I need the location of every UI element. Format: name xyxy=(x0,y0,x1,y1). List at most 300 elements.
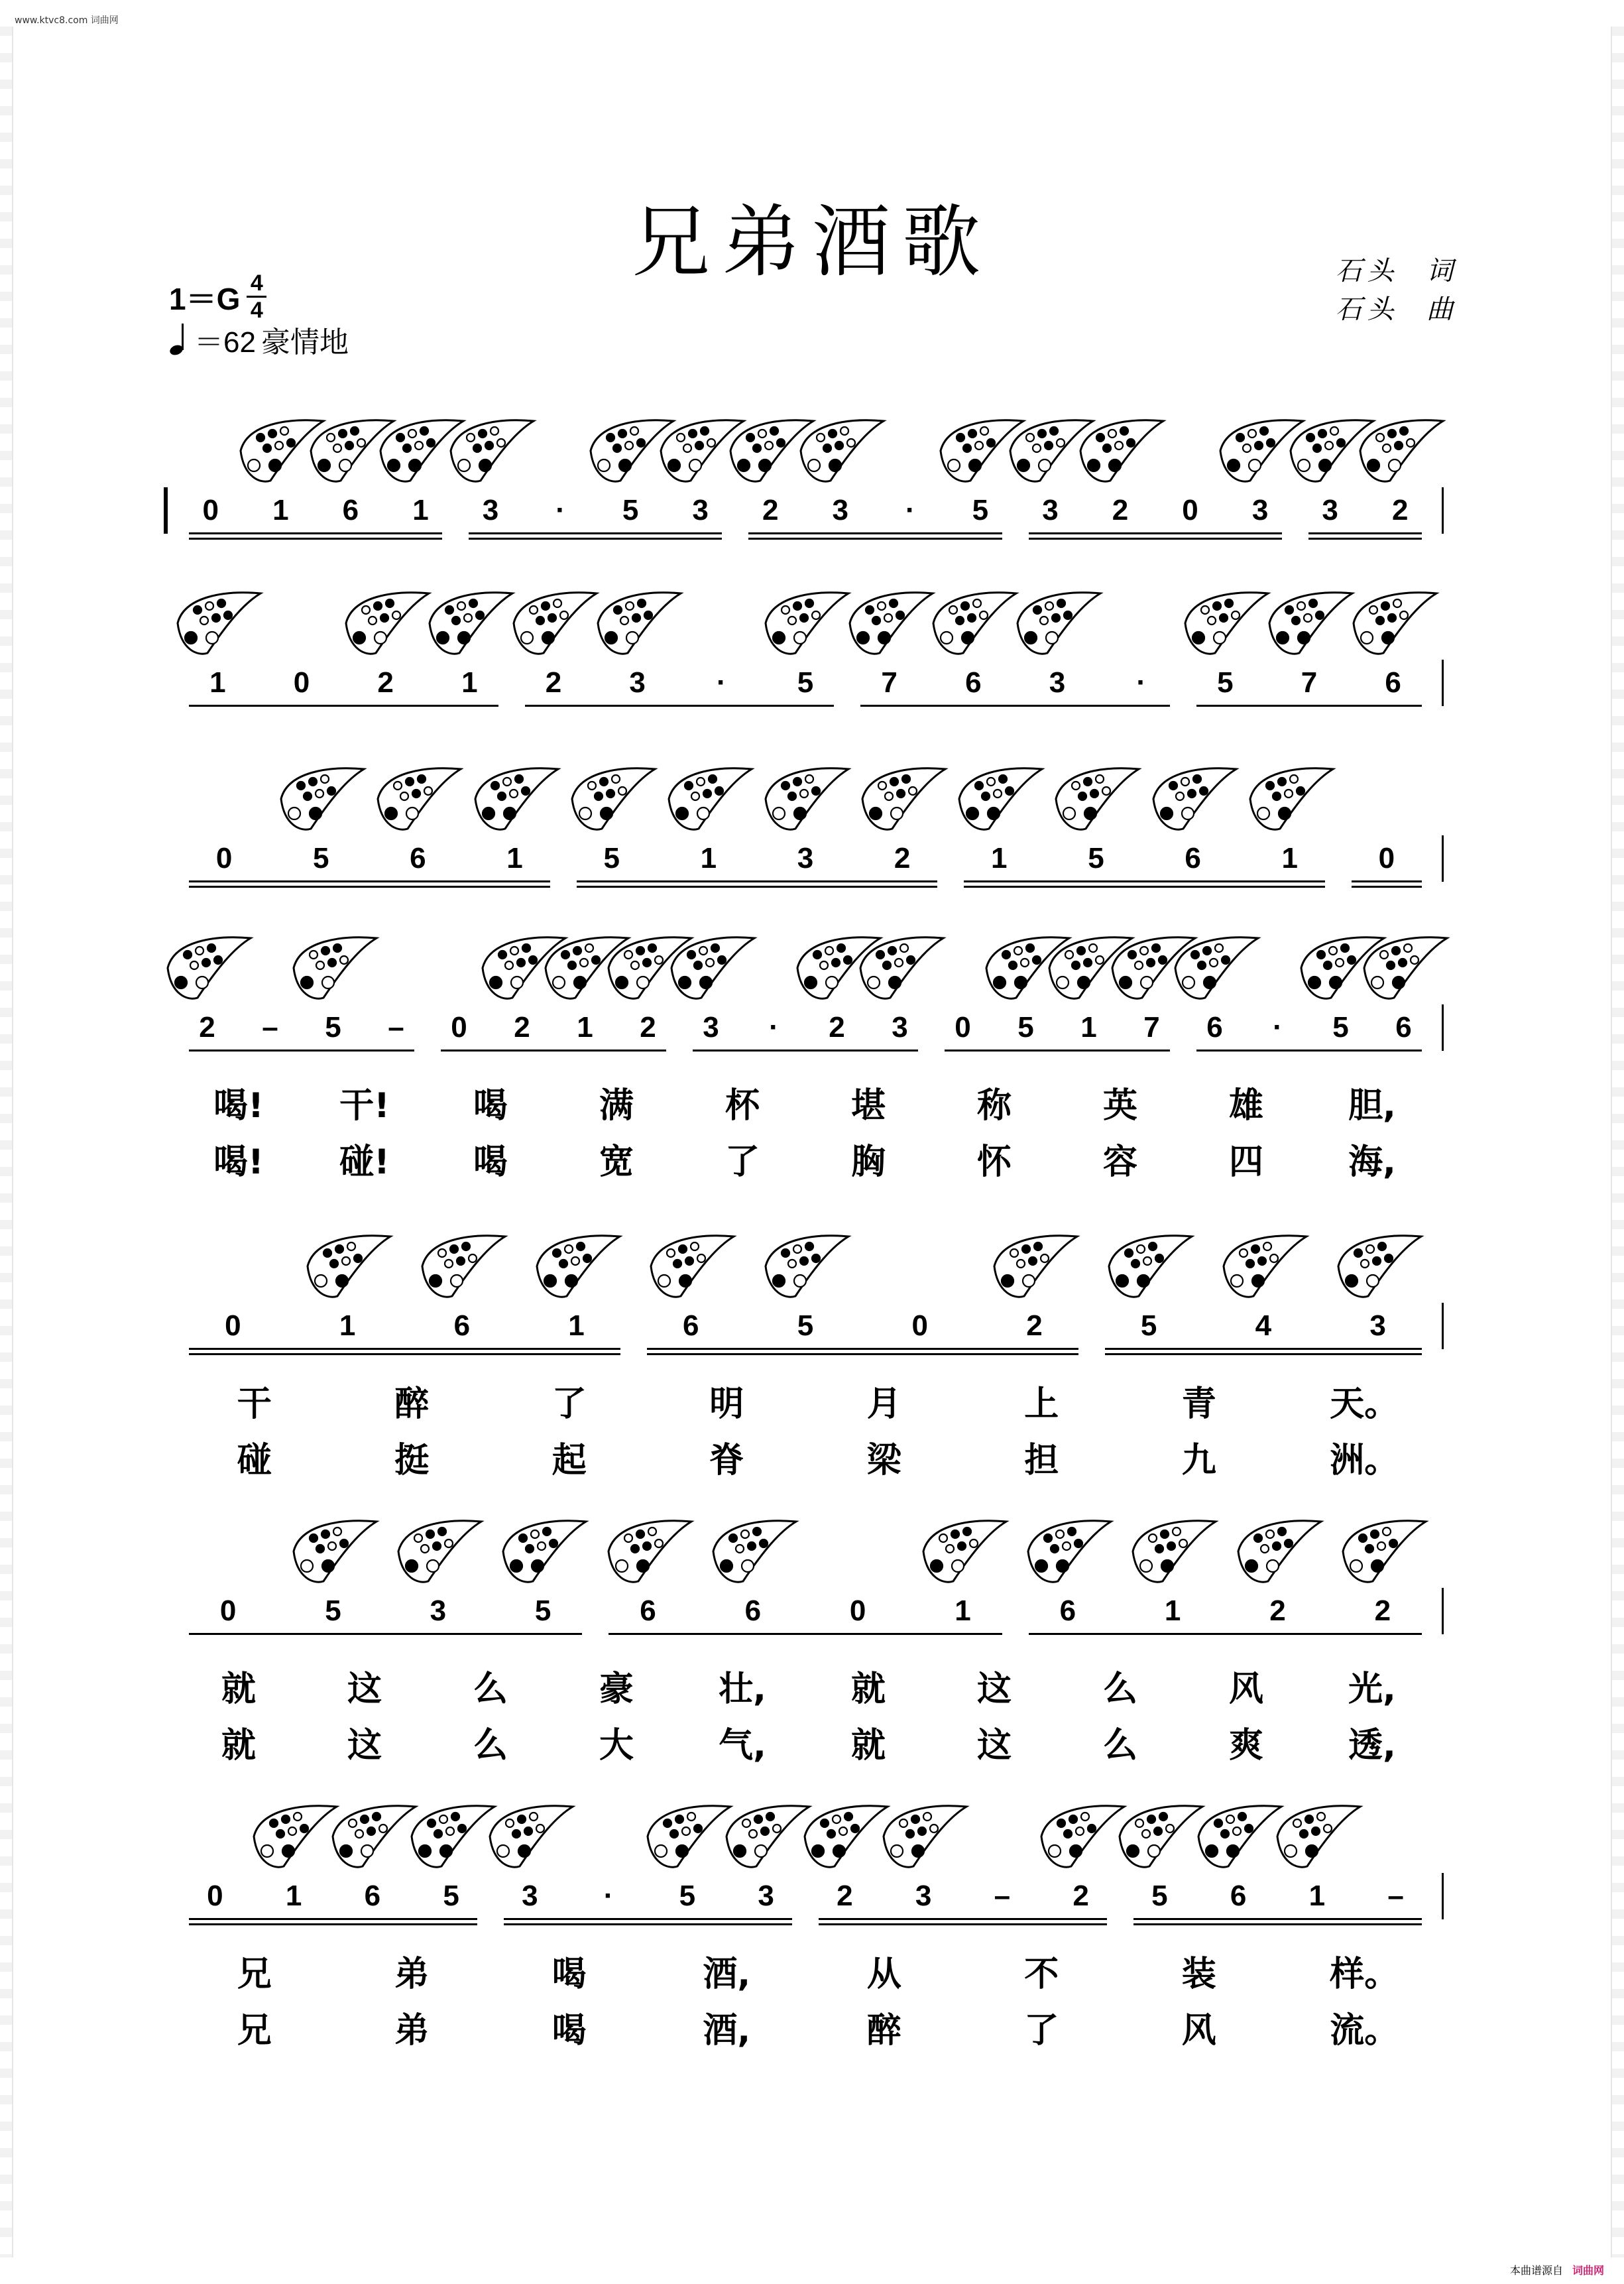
note-beam xyxy=(469,538,722,540)
ocarina-fingering-icon xyxy=(392,1512,485,1591)
note-beam xyxy=(189,1918,477,1920)
lyric-word: 月 xyxy=(866,1384,901,1424)
jianpu-note: 1 xyxy=(568,1309,585,1342)
jianpu-note: · xyxy=(1136,666,1146,699)
jianpu-note: 5 xyxy=(972,494,989,526)
ocarina-fingering-icon xyxy=(1169,928,1261,1008)
jianpu-note: 2 xyxy=(894,842,911,874)
lyric-word: 不 xyxy=(1024,1954,1059,1994)
ocarina-fingering-row xyxy=(169,928,1458,1021)
ocarina-fingering-icon xyxy=(565,759,658,839)
right-watermark-strip xyxy=(1611,27,1624,2257)
lyric-word: 天。 xyxy=(1330,1384,1399,1424)
ocarina-fingering-icon xyxy=(1358,928,1450,1008)
note-beam xyxy=(441,1050,666,1052)
ocarina-fingering-icon xyxy=(1217,1227,1310,1306)
jianpu-note: 5 xyxy=(325,1011,341,1044)
jianpu-note: · xyxy=(769,1011,779,1044)
jianpu-note: 5 xyxy=(1140,1309,1157,1342)
lyric-word: 就 xyxy=(221,1726,256,1766)
lyric-word: 从 xyxy=(866,1954,901,1994)
bar-line xyxy=(1442,1004,1444,1051)
lyric-word: 海, xyxy=(1348,1142,1396,1182)
ocarina-fingering-icon xyxy=(1354,411,1446,491)
jianpu-note: 1 xyxy=(506,842,523,874)
lyric-word: 担 xyxy=(1024,1441,1059,1480)
note-beam xyxy=(504,1918,792,1920)
jianpu-note: 0 xyxy=(1182,494,1198,526)
ocarina-fingering-icon xyxy=(1126,1512,1219,1591)
jianpu-note: 1 xyxy=(577,1011,593,1044)
lyric-word: 透, xyxy=(1348,1726,1396,1766)
jianpu-note: 5 xyxy=(797,666,814,699)
jianpu-note: 3 xyxy=(1251,494,1269,526)
note-beam xyxy=(1105,1348,1422,1350)
ocarina-fingering-icon xyxy=(602,1512,695,1591)
ocarina-fingering-icon xyxy=(759,1227,852,1306)
jianpu-note: 4 xyxy=(1255,1309,1272,1342)
lyric-word: 兄 xyxy=(237,2011,272,2051)
note-beam xyxy=(1029,1633,1422,1635)
ocarina-fingering-icon xyxy=(988,1227,1080,1306)
jianpu-note: 3 xyxy=(522,1880,538,1912)
lyric-word: 称 xyxy=(976,1086,1012,1126)
jianpu-note: 2 xyxy=(837,1880,853,1912)
left-watermark-strip xyxy=(0,27,13,2257)
bar-line xyxy=(1442,1873,1444,1919)
jianpu-note: 1 xyxy=(272,494,289,526)
lyric-word: 这 xyxy=(347,1669,382,1709)
ocarina-fingering-icon xyxy=(1332,1227,1424,1306)
ocarina-fingering-icon xyxy=(530,1227,623,1306)
lyric-word: 弟 xyxy=(394,1954,430,1994)
bar-line xyxy=(1442,835,1444,882)
ocarina-fingering-icon xyxy=(1074,411,1167,491)
jianpu-note: · xyxy=(603,1880,614,1912)
note-beam xyxy=(189,1050,414,1052)
note-beam xyxy=(189,1923,477,1925)
jianpu-note: 2 xyxy=(1026,1309,1043,1342)
note-beam xyxy=(748,532,1002,534)
ocarina-fingering-icon xyxy=(759,583,852,663)
jianpu-note: 3 xyxy=(1049,666,1066,699)
jianpu-note: 1 xyxy=(285,1880,302,1912)
jianpu-note: 2 xyxy=(762,494,779,526)
lyric-word: 干! xyxy=(339,1086,390,1126)
jianpu-note: 6 xyxy=(1185,842,1201,874)
lyric-word: 喝 xyxy=(473,1086,508,1126)
jianpu-note: 1 xyxy=(700,842,717,874)
ocarina-fingering-icon xyxy=(287,928,380,1008)
lyric-word: 雄 xyxy=(1228,1086,1263,1126)
jianpu-note: 0 xyxy=(955,1011,971,1044)
lyric-word: 就 xyxy=(850,1726,886,1766)
note-beam xyxy=(189,532,442,534)
note-beam xyxy=(189,880,550,882)
jianpu-note: 3 xyxy=(692,494,709,526)
jianpu-note: 2 xyxy=(1374,1594,1391,1627)
jianpu-note: 1 xyxy=(1080,1011,1097,1044)
lyric-word: 了 xyxy=(551,1384,587,1424)
jianpu-note: 6 xyxy=(683,1309,699,1342)
jianpu-note: 3 xyxy=(1322,494,1338,526)
lyric-word: 醉 xyxy=(866,2011,901,2051)
lyricist-credit: 石头 词 xyxy=(1335,256,1458,286)
ocarina-fingering-icon xyxy=(843,583,936,663)
jianpu-note: 3 xyxy=(482,494,499,526)
footer xyxy=(1510,2262,1604,2277)
jianpu-note: 5 xyxy=(1217,666,1234,699)
lyric-word: 起 xyxy=(551,1441,587,1480)
jianpu-note: 7 xyxy=(881,666,898,699)
note-beam xyxy=(1029,532,1282,534)
quarter-note-icon xyxy=(169,322,189,357)
note-beam xyxy=(189,1348,620,1350)
jianpu-note: 0 xyxy=(293,666,310,699)
lyric-word: 这 xyxy=(347,1726,382,1766)
ocarina-fingering-icon xyxy=(1021,1512,1114,1591)
ocarina-fingering-icon xyxy=(662,759,755,839)
lyric-word: 喝 xyxy=(473,1142,508,1182)
note-beam xyxy=(693,1050,918,1052)
ocarina-fingering-icon xyxy=(1049,759,1142,839)
jianpu-note: 6 xyxy=(965,666,982,699)
lyric-word: 么 xyxy=(473,1726,508,1766)
ocarina-fingering-icon xyxy=(917,1512,1010,1591)
ocarina-fingering-icon xyxy=(707,1512,799,1591)
note-beam xyxy=(609,1633,1002,1635)
lyric-word: 风 xyxy=(1181,2011,1216,2051)
note-beam xyxy=(748,538,1002,540)
note-beam xyxy=(1133,1923,1422,1925)
jianpu-note: 2 xyxy=(829,1011,845,1044)
lyric-word: 胸 xyxy=(850,1142,886,1182)
jianpu-note: 0 xyxy=(849,1594,866,1627)
jianpu-notes-row xyxy=(169,842,1458,902)
jianpu-note: 0 xyxy=(207,1880,223,1912)
composer-credit: 石头 曲 xyxy=(1335,294,1458,325)
score-system xyxy=(169,1797,1458,2062)
ocarina-fingering-icon xyxy=(507,583,600,663)
ocarina-fingering-icon xyxy=(371,759,464,839)
ocarina-fingering-icon xyxy=(759,759,852,839)
jianpu-note: 3 xyxy=(430,1594,447,1627)
jianpu-note: 6 xyxy=(453,1309,471,1342)
tempo-mood: 豪情地 xyxy=(261,326,349,359)
note-beam xyxy=(1308,532,1422,534)
note-beam xyxy=(1105,1353,1422,1355)
lyric-word: 壮, xyxy=(719,1669,766,1709)
ocarina-fingering-icon xyxy=(644,1227,737,1306)
jianpu-note: 2 xyxy=(1269,1594,1286,1627)
ocarina-fingering-row xyxy=(169,583,1458,676)
ocarina-fingering-icon xyxy=(856,759,949,839)
lyric-word: 了 xyxy=(1024,2011,1059,2051)
lyric-word: 酒, xyxy=(703,2011,751,2051)
ocarina-fingering-icon xyxy=(1102,1227,1195,1306)
note-beam xyxy=(945,1050,1170,1052)
lyric-word: 怀 xyxy=(976,1142,1012,1182)
jianpu-note: 6 xyxy=(342,494,359,526)
lyric-word: 宽 xyxy=(599,1142,634,1182)
ocarina-fingering-icon xyxy=(927,583,1019,663)
footer-brand: 词曲网 xyxy=(1572,2264,1604,2277)
ocarina-fingering-icon xyxy=(161,928,254,1008)
ocarina-fingering-icon xyxy=(1336,1512,1429,1591)
ocarina-fingering-icon xyxy=(416,1227,508,1306)
note-beam xyxy=(577,886,938,888)
jianpu-note: – xyxy=(388,1011,404,1044)
note-beam xyxy=(577,880,938,882)
lyric-word: 豪 xyxy=(599,1669,634,1709)
ocarina-fingering-icon xyxy=(274,759,367,839)
ocarina-fingering-icon xyxy=(953,759,1045,839)
jianpu-note: 6 xyxy=(744,1594,762,1627)
ocarina-fingering-icon xyxy=(1244,759,1336,839)
ocarina-fingering-icon xyxy=(591,583,684,663)
jianpu-note: 1 xyxy=(339,1309,356,1342)
jianpu-note: 6 xyxy=(410,842,426,874)
jianpu-note: 0 xyxy=(225,1309,241,1342)
jianpu-note: 0 xyxy=(451,1011,467,1044)
jianpu-note: 3 xyxy=(892,1011,908,1044)
score-system xyxy=(169,1227,1458,1492)
bar-line xyxy=(1442,1588,1444,1634)
lyric-word: 堪 xyxy=(850,1086,886,1126)
jianpu-notes-row xyxy=(169,1880,1458,1939)
ocarina-fingering-icon xyxy=(854,928,947,1008)
lyric-word: 样。 xyxy=(1330,1954,1399,1994)
key-label: 1＝G xyxy=(169,281,241,316)
jianpu-note: 1 xyxy=(955,1594,971,1627)
jianpu-note: 1 xyxy=(209,666,226,699)
lyric-word: 这 xyxy=(976,1669,1012,1709)
jianpu-note: · xyxy=(717,666,726,699)
ocarina-fingering-row xyxy=(169,1227,1458,1319)
note-beam xyxy=(1196,1050,1422,1052)
jianpu-note: 3 xyxy=(1369,1309,1386,1342)
ocarina-fingering-icon xyxy=(1263,583,1356,663)
lyric-word: 挺 xyxy=(394,1441,430,1480)
ocarina-fingering-icon xyxy=(483,1797,576,1876)
jianpu-note: 3 xyxy=(832,494,848,526)
ocarina-fingering-icon xyxy=(339,583,432,663)
jianpu-note: 0 xyxy=(215,842,233,874)
lyric-word: 大 xyxy=(599,1726,634,1766)
lyric-word: 了 xyxy=(725,1142,760,1182)
lyric-word: 么 xyxy=(473,1669,508,1709)
bar-line xyxy=(1442,487,1444,534)
lyric-word: 碰! xyxy=(339,1142,390,1182)
lyric-word: 杯 xyxy=(725,1086,760,1126)
jianpu-note: 7 xyxy=(1301,666,1318,699)
bar-line xyxy=(1442,1303,1444,1349)
lyric-word: 四 xyxy=(1228,1142,1263,1182)
jianpu-note: · xyxy=(1273,1011,1283,1044)
note-beam xyxy=(469,532,722,534)
ocarina-fingering-icon xyxy=(1232,1512,1324,1591)
jianpu-note: 3 xyxy=(1042,494,1059,526)
note-beam xyxy=(525,705,835,707)
jianpu-note: 3 xyxy=(629,666,646,699)
jianpu-note: 2 xyxy=(377,666,394,699)
lyric-word: 么 xyxy=(1102,1669,1137,1709)
jianpu-notes-row xyxy=(169,1594,1458,1654)
lyric-word: 洲。 xyxy=(1330,1441,1399,1480)
lyric-word: 兄 xyxy=(237,1954,272,1994)
jianpu-note: 3 xyxy=(703,1011,719,1044)
jianpu-note: 1 xyxy=(991,842,1008,874)
jianpu-notes-row xyxy=(169,1309,1458,1369)
ocarina-fingering-icon xyxy=(877,1797,970,1876)
ocarina-fingering-icon xyxy=(1271,1797,1363,1876)
jianpu-note: – xyxy=(262,1011,278,1044)
jianpu-notes-row xyxy=(169,494,1458,554)
note-beam xyxy=(1308,538,1422,540)
jianpu-note: 2 xyxy=(1391,494,1409,526)
ocarina-fingering-icon xyxy=(287,1512,380,1591)
lyric-word: 喝 xyxy=(551,2011,587,2051)
note-beam xyxy=(1133,1918,1422,1920)
jianpu-note: · xyxy=(555,494,565,526)
note-beam xyxy=(964,880,1325,882)
key-signature xyxy=(169,272,266,322)
jianpu-note: 5 xyxy=(1017,1011,1034,1044)
ocarina-fingering-row xyxy=(169,411,1458,504)
note-beam xyxy=(819,1923,1107,1925)
lyric-word: 醉 xyxy=(394,1384,430,1424)
jianpu-note: 5 xyxy=(325,1594,341,1627)
lyric-word: 风 xyxy=(1228,1669,1263,1709)
jianpu-note: 2 xyxy=(199,1011,215,1044)
footer-source-label: 本曲谱源自 xyxy=(1509,2264,1563,2277)
lyric-word: 弟 xyxy=(394,2011,430,2051)
ocarina-fingering-row xyxy=(169,1797,1458,1890)
lyric-word: 就 xyxy=(221,1669,256,1709)
ocarina-fingering-icon xyxy=(794,411,887,491)
lyric-word: 脊 xyxy=(709,1441,744,1480)
lyric-word: 就 xyxy=(850,1669,886,1709)
jianpu-note: 0 xyxy=(219,1594,237,1627)
jianpu-note: 6 xyxy=(1230,1880,1247,1912)
jianpu-notes-row xyxy=(169,666,1458,726)
ocarina-fingering-icon xyxy=(665,928,758,1008)
lyric-word: 胆, xyxy=(1348,1086,1396,1126)
lyric-word: 干 xyxy=(237,1384,272,1424)
note-beam xyxy=(964,886,1325,888)
lyric-word: 满 xyxy=(599,1086,634,1126)
jianpu-note: 3 xyxy=(797,842,814,874)
jianpu-note: – xyxy=(1387,1880,1404,1912)
note-beam xyxy=(647,1353,1078,1355)
jianpu-note: 2 xyxy=(514,1011,530,1044)
lyric-word: 上 xyxy=(1024,1384,1059,1424)
ocarina-fingering-icon xyxy=(1347,583,1440,663)
jianpu-note: 5 xyxy=(534,1594,551,1627)
ocarina-fingering-icon xyxy=(1179,583,1271,663)
jianpu-note: 6 xyxy=(1385,666,1401,699)
lyric-word: 装 xyxy=(1181,1954,1216,1994)
ocarina-fingering-icon xyxy=(301,1227,394,1306)
note-beam xyxy=(1029,538,1282,540)
jianpu-note: 1 xyxy=(412,494,429,526)
credits xyxy=(1336,252,1458,329)
jianpu-note: 6 xyxy=(640,1594,656,1627)
repeat-start-bar xyxy=(164,487,168,534)
jianpu-note: 6 xyxy=(1395,1011,1412,1044)
jianpu-note: 5 xyxy=(1332,1011,1349,1044)
note-beam xyxy=(1352,886,1422,888)
tempo-value: ＝62 xyxy=(194,326,256,359)
lyric-word: 英 xyxy=(1102,1086,1137,1126)
jianpu-note: 5 xyxy=(797,1309,814,1342)
ocarina-fingering-row xyxy=(169,1512,1458,1604)
jianpu-notes-row xyxy=(169,1011,1458,1071)
lyric-word: 么 xyxy=(1102,1726,1137,1766)
lyric-word: 流。 xyxy=(1330,2011,1399,2051)
lyric-word: 喝 xyxy=(551,1954,587,1994)
jianpu-note: 1 xyxy=(1164,1594,1181,1627)
lyric-word: 喝! xyxy=(213,1086,264,1126)
bar-line xyxy=(1442,660,1444,706)
lyric-word: 爽 xyxy=(1228,1726,1263,1766)
tempo-marking xyxy=(169,318,349,361)
lyric-word: 青 xyxy=(1181,1384,1216,1424)
jianpu-note: 2 xyxy=(1112,494,1129,526)
lyric-word: 气, xyxy=(719,1726,766,1766)
jianpu-note: · xyxy=(905,494,915,526)
note-beam xyxy=(189,538,442,540)
lyric-word: 碰 xyxy=(237,1441,272,1480)
lyric-word: 容 xyxy=(1102,1142,1137,1182)
jianpu-note: 6 xyxy=(1059,1594,1076,1627)
jianpu-note: 3 xyxy=(758,1880,774,1912)
note-beam xyxy=(860,705,1170,707)
jianpu-note: 7 xyxy=(1143,1011,1160,1044)
note-beam xyxy=(1352,880,1422,882)
jianpu-note: 2 xyxy=(545,666,562,699)
jianpu-note: 1 xyxy=(1281,842,1298,874)
note-beam xyxy=(647,1348,1078,1350)
note-beam xyxy=(189,1633,582,1635)
jianpu-note: 3 xyxy=(915,1880,932,1912)
note-beam xyxy=(504,1923,792,1925)
jianpu-note: 5 xyxy=(1088,842,1104,874)
lyric-word: 明 xyxy=(709,1384,744,1424)
jianpu-note: 0 xyxy=(911,1309,928,1342)
jianpu-note: 1 xyxy=(461,666,478,699)
jianpu-note: 5 xyxy=(622,494,639,526)
note-beam xyxy=(189,886,550,888)
jianpu-note: 2 xyxy=(1073,1880,1089,1912)
ocarina-fingering-icon xyxy=(171,583,264,663)
song-title: 兄弟酒歌 xyxy=(631,196,992,288)
lyric-word: 这 xyxy=(976,1726,1012,1766)
jianpu-note: 0 xyxy=(1378,842,1395,874)
jianpu-note: 5 xyxy=(312,842,329,874)
lyric-word: 光, xyxy=(1348,1669,1396,1709)
ocarina-fingering-icon xyxy=(1011,583,1104,663)
note-beam xyxy=(819,1918,1107,1920)
ocarina-fingering-icon xyxy=(496,1512,589,1591)
jianpu-note: 2 xyxy=(640,1011,656,1044)
lyric-word: 九 xyxy=(1181,1441,1216,1480)
jianpu-note: 6 xyxy=(364,1880,381,1912)
jianpu-note: 5 xyxy=(1151,1880,1168,1912)
lyric-word: 喝! xyxy=(213,1142,264,1182)
score-system xyxy=(169,1512,1458,1777)
jianpu-note: 0 xyxy=(202,494,219,526)
